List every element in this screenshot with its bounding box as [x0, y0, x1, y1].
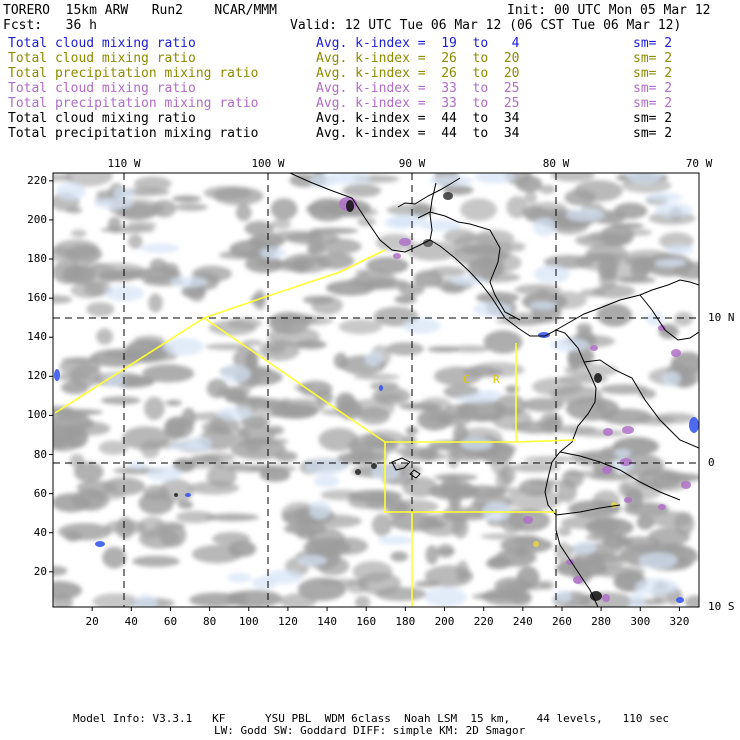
tick-label: 20: [85, 615, 99, 628]
precip-patch: [602, 466, 612, 474]
legend-index: Avg. k-index = 26 to 20: [316, 51, 520, 66]
tick-label: 20: [33, 564, 47, 578]
tick-label: 260: [552, 615, 572, 628]
tick-label: 120: [27, 369, 47, 383]
legend-field: Total precipitation mixing ratio: [8, 66, 259, 81]
precip-patch: [624, 497, 632, 503]
precip-patch: [443, 192, 453, 200]
legend-sm: sm= 2: [633, 111, 673, 126]
legend-field: Total precipitation mixing ratio: [8, 126, 259, 141]
annotation-r: R: [493, 373, 500, 386]
precip-patch: [602, 594, 610, 602]
tick-label: 110 W: [107, 157, 141, 170]
precip-patch: [689, 417, 699, 433]
model-info: Model Info: V3.3.1 KF YSU PBL WDM 6class Noah LSM 15 km, 44 levels, 110 sec: [73, 712, 670, 725]
precip-patch: [590, 345, 598, 351]
physics-info: LW: Godd SW: Goddard DIFF: simple KM: 2D Smagor: [214, 724, 526, 737]
tick-label: 220: [473, 615, 494, 628]
tick-label: 60: [163, 615, 178, 628]
legend-sm: sm= 2: [633, 66, 673, 81]
tick-label: 120: [277, 615, 298, 628]
tick-label: 140: [317, 615, 337, 628]
legend-index: Avg. k-index = 19 to 4: [316, 36, 520, 51]
tick-label: 200: [27, 212, 47, 226]
legend-index: Avg. k-index = 33 to 25: [316, 96, 520, 111]
precip-patch: [538, 332, 550, 338]
precip-patch: [603, 428, 613, 436]
tick-label: 220: [27, 173, 47, 187]
legend-sm: sm= 2: [633, 51, 673, 66]
legend-sm: sm= 2: [633, 126, 673, 141]
tick-label: 40: [33, 525, 47, 539]
tick-label: 200: [434, 615, 455, 628]
tick-label: 90 W: [398, 157, 426, 170]
precip-patch: [185, 493, 191, 497]
precip-patch: [590, 591, 602, 601]
tick-label: 70 W: [685, 157, 713, 170]
precip-patch: [594, 373, 602, 383]
precip-patch: [399, 238, 411, 246]
precip-patch: [620, 458, 632, 466]
precip-patch: [622, 426, 634, 434]
precip-patch: [676, 597, 684, 603]
model-title: TORERO 15km ARW Run2 NCAR/MMM: [3, 3, 277, 18]
tick-label: 300: [630, 615, 651, 628]
legend-sm: sm= 2: [633, 81, 673, 96]
precip-patch: [671, 349, 681, 357]
forecast-hour: Fcst: 36 h: [3, 18, 97, 33]
legend-index: Avg. k-index = 44 to 34: [316, 126, 520, 141]
tick-label: 80: [33, 447, 47, 461]
precip-patch: [346, 200, 354, 212]
precip-patch: [393, 253, 401, 259]
tick-label: 10 N: [708, 311, 735, 324]
tick-label: 100: [238, 615, 259, 628]
tick-label: 140: [27, 330, 47, 344]
tick-label: 40: [124, 615, 138, 628]
legend-index: Avg. k-index = 33 to 25: [316, 81, 520, 96]
tick-label: 10 S: [708, 600, 735, 613]
annotation-c: C: [463, 373, 470, 386]
tick-label: 160: [27, 291, 47, 305]
legend-index: Avg. k-index = 26 to 20: [316, 66, 520, 81]
legend-index: Avg. k-index = 44 to 34: [316, 111, 520, 126]
tick-label: 320: [669, 615, 690, 628]
legend-field: Total cloud mixing ratio: [8, 81, 196, 96]
precip-patch: [611, 502, 617, 508]
precip-patch: [523, 516, 533, 524]
precip-patch: [533, 541, 539, 547]
tick-label: 160: [356, 615, 377, 628]
legend-field: Total cloud mixing ratio: [8, 51, 196, 66]
precip-patch: [174, 493, 178, 497]
init-time: Init: 00 UTC Mon 05 Mar 12: [507, 3, 711, 18]
tick-label: 80: [202, 615, 217, 628]
precip-patch: [355, 469, 361, 475]
precip-patch: [95, 541, 105, 547]
tick-label: 240: [512, 615, 533, 628]
tick-label: 80 W: [542, 157, 570, 170]
tick-label: 180: [27, 252, 47, 266]
tick-label: 100: [27, 408, 47, 422]
tick-label: 60: [33, 486, 47, 500]
precip-patch: [371, 463, 377, 469]
legend-field: Total cloud mixing ratio: [8, 36, 196, 51]
tick-label: 100 W: [251, 157, 285, 170]
legend-sm: sm= 2: [633, 96, 673, 111]
cloud-field: [34, 165, 712, 612]
precip-patch: [681, 481, 691, 489]
legend-field: Total precipitation mixing ratio: [8, 96, 259, 111]
legend-field: Total cloud mixing ratio: [8, 111, 196, 126]
tick-label: 0: [708, 456, 715, 469]
plot-area: [34, 165, 712, 612]
precip-patch: [379, 385, 383, 391]
precip-patch: [658, 504, 666, 510]
precip-patch: [54, 369, 60, 381]
tick-label: 180: [395, 615, 416, 628]
legend-sm: sm= 2: [633, 36, 673, 51]
valid-time: Valid: 12 UTC Tue 06 Mar 12 (06 CST Tue 06 Mar 12): [290, 18, 682, 33]
tick-label: 280: [591, 615, 612, 628]
